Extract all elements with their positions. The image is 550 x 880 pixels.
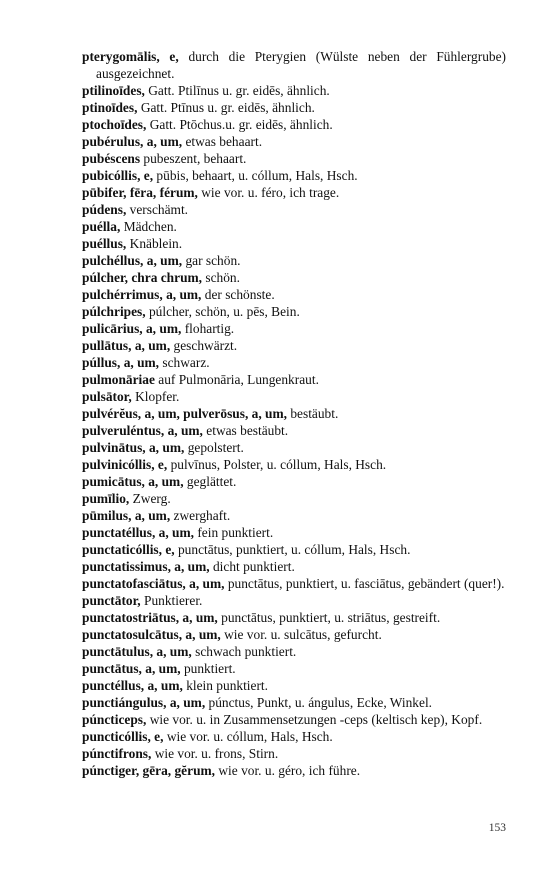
dictionary-entry [82,660,506,677]
dictionary-entry [82,201,506,218]
dictionary-entry [82,235,506,252]
dictionary-entry [82,541,506,558]
dictionary-entry [82,99,506,116]
entry-lemma: pulchéllus, a, um, [82,253,183,268]
entry-gloss: schön. [205,270,240,285]
entry-lemma: punctatéllus, a, um, [82,525,194,540]
entry-gloss: auf Pulmonāria, Lungenkraut. [158,372,319,387]
entry-gloss: pulvīnus, Polster, u. cóllum, Hals, Hsch. [170,457,387,472]
entry-gloss: fein punktiert. [197,525,274,540]
dictionary-entry [82,320,506,337]
entry-lemma: pubicóllis, e, [82,168,154,183]
entry-lemma: púncticeps, [82,712,147,727]
dictionary-entry [82,575,506,592]
dictionary-entry [82,728,506,745]
entry-gloss: pubeszent, behaart. [143,151,247,166]
entry-gloss: Zwerg. [132,491,171,506]
dictionary-entry [82,150,506,167]
entry-gloss: etwas bestäubt. [206,423,289,438]
entry-gloss: púnctus, Punkt, u. ángulus, Ecke, Winkel. [208,695,433,710]
entry-gloss: zwerghaft. [173,508,231,523]
entry-lemma: pumicātus, a, um, [82,474,184,489]
dictionary-entry [82,48,506,82]
entry-gloss: geschwärzt. [173,338,238,353]
entry-lemma: púlchripes, [82,304,146,319]
entry-gloss: wie vor. u. frons, Stirn. [154,746,279,761]
entry-gloss: pūbis, behaart, u. cóllum, Hals, Hsch. [156,168,358,183]
dictionary-entry [82,133,506,150]
dictionary-page [82,48,506,779]
dictionary-entry [82,252,506,269]
entry-lemma: pūmilus, a, um, [82,508,171,523]
entry-gloss: dicht punktiert. [212,559,295,574]
dictionary-entry [82,405,506,422]
dictionary-entry [82,303,506,320]
entry-gloss: wie vor. u. sulcātus, gefurcht. [224,627,382,642]
dictionary-entry [82,473,506,490]
entry-lemma: punctiángulus, a, um, [82,695,206,710]
entry-lemma: punctātulus, a, um, [82,644,192,659]
entry-lemma: pulchérrimus, a, um, [82,287,202,302]
entry-lemma: pulvinātus, a, um, [82,440,185,455]
entry-lemma: pulvérĕus, a, um, pulverōsus, a, um, [82,406,287,421]
entry-lemma: pterygomālis, e, [82,49,179,64]
entry-lemma: punctatosulcātus, a, um, [82,627,221,642]
entry-gloss: Gatt. Ptīnus u. gr. eidēs, ähnlich. [140,100,315,115]
entry-gloss: wie vor. u. féro, ich trage. [201,185,340,200]
dictionary-entry [82,507,506,524]
entry-lemma: ptochoīdes, [82,117,147,132]
entry-gloss: punctātus, punktiert, u. fasciātus, gebändert (quer!). [227,576,505,591]
dictionary-entry [82,677,506,694]
entry-gloss: punctātus, punktiert, u. cóllum, Hals, Hsch. [177,542,411,557]
entry-lemma: ptinoīdes, [82,100,138,115]
dictionary-entry [82,269,506,286]
entry-gloss: klein punktiert. [186,678,269,693]
dictionary-entry [82,422,506,439]
dictionary-entry [82,745,506,762]
entry-lemma: pullātus, a, um, [82,338,171,353]
dictionary-entry [82,592,506,609]
entry-gloss: púlcher, schön, u. pēs, Bein. [148,304,300,319]
entry-gloss: durch die Pterygien (Wülste neben der Fühlergrube) ausgezeichnet. [96,49,506,81]
dictionary-entry [82,609,506,626]
entry-lemma: ptilinoīdes, [82,83,145,98]
dictionary-entry [82,184,506,201]
dictionary-entry [82,439,506,456]
dictionary-entry [82,116,506,133]
dictionary-entry [82,558,506,575]
dictionary-entry [82,643,506,660]
entry-lemma: punctatofasciātus, a, um, [82,576,225,591]
entry-gloss: Klopfer. [135,389,180,404]
entry-gloss: schwarz. [162,355,210,370]
entry-gloss: verschämt. [129,202,189,217]
entry-gloss: etwas behaart. [185,134,263,149]
dictionary-entry [82,82,506,99]
entry-gloss: Gatt. Ptōchus.u. gr. eidēs, ähnlich. [149,117,333,132]
entry-lemma: pubérulus, a, um, [82,134,183,149]
entry-lemma: púnctifrons, [82,746,152,761]
dictionary-entry [82,711,506,728]
entry-lemma: puélla, [82,219,121,234]
page-number: 153 [488,822,506,834]
entry-gloss: Gatt. Ptilīnus u. gr. eidēs, ähnlich. [148,83,330,98]
entry-lemma: pūbifer, fēra, férum, [82,185,198,200]
entry-lemma: pulsātor, [82,389,132,404]
entry-gloss: punctātus, punktiert, u. striātus, gestreift. [221,610,441,625]
entry-gloss: wie vor. u. géro, ich führe. [218,763,361,778]
dictionary-entry [82,626,506,643]
entry-gloss: bestäubt. [290,406,339,421]
entry-gloss: Knäblein. [129,236,183,251]
entry-lemma: pulicārius, a, um, [82,321,182,336]
dictionary-entry [82,218,506,235]
entry-gloss: flohartig. [184,321,235,336]
entry-list [82,48,506,779]
dictionary-entry [82,337,506,354]
entry-gloss: Punktierer. [144,593,203,608]
entry-gloss: der schönste. [204,287,275,302]
entry-lemma: punctatissimus, a, um, [82,559,210,574]
entry-lemma: púlcher, chra chrum, [82,270,203,285]
dictionary-entry [82,524,506,541]
dictionary-entry [82,354,506,371]
entry-lemma: pulmonāriae [82,372,155,387]
entry-lemma: punctatostriātus, a, um, [82,610,218,625]
dictionary-entry [82,694,506,711]
entry-lemma: púnctiger, gēra, gĕrum, [82,763,216,778]
dictionary-entry [82,167,506,184]
dictionary-entry [82,456,506,473]
entry-lemma: punctātor, [82,593,141,608]
entry-lemma: pumīlio, [82,491,130,506]
entry-gloss: wie vor. u. in Zusammensetzungen -ceps (keltisch kep), Kopf. [149,712,483,727]
dictionary-entry [82,490,506,507]
entry-lemma: pulvinicóllis, e, [82,457,168,472]
entry-lemma: puéllus, [82,236,127,251]
entry-lemma: púdens, [82,202,127,217]
dictionary-entry [82,762,506,779]
entry-lemma: punctātus, a, um, [82,661,181,676]
entry-gloss: wie vor. u. cóllum, Hals, Hsch. [166,729,333,744]
dictionary-entry [82,286,506,303]
entry-gloss: schwach punktiert. [195,644,297,659]
entry-gloss: Mädchen. [123,219,177,234]
entry-lemma: pubéscens [82,151,141,166]
entry-lemma: púllus, a, um, [82,355,160,370]
entry-gloss: gar schön. [185,253,241,268]
dictionary-entry [82,388,506,405]
entry-lemma: punctaticóllis, e, [82,542,175,557]
entry-gloss: punktiert. [183,661,236,676]
dictionary-entry [82,371,506,388]
entry-lemma: puncticóllis, e, [82,729,164,744]
entry-lemma: pulveruléntus, a, um, [82,423,203,438]
entry-gloss: gepolstert. [187,440,244,455]
entry-lemma: punctéllus, a, um, [82,678,183,693]
entry-gloss: geglättet. [186,474,237,489]
